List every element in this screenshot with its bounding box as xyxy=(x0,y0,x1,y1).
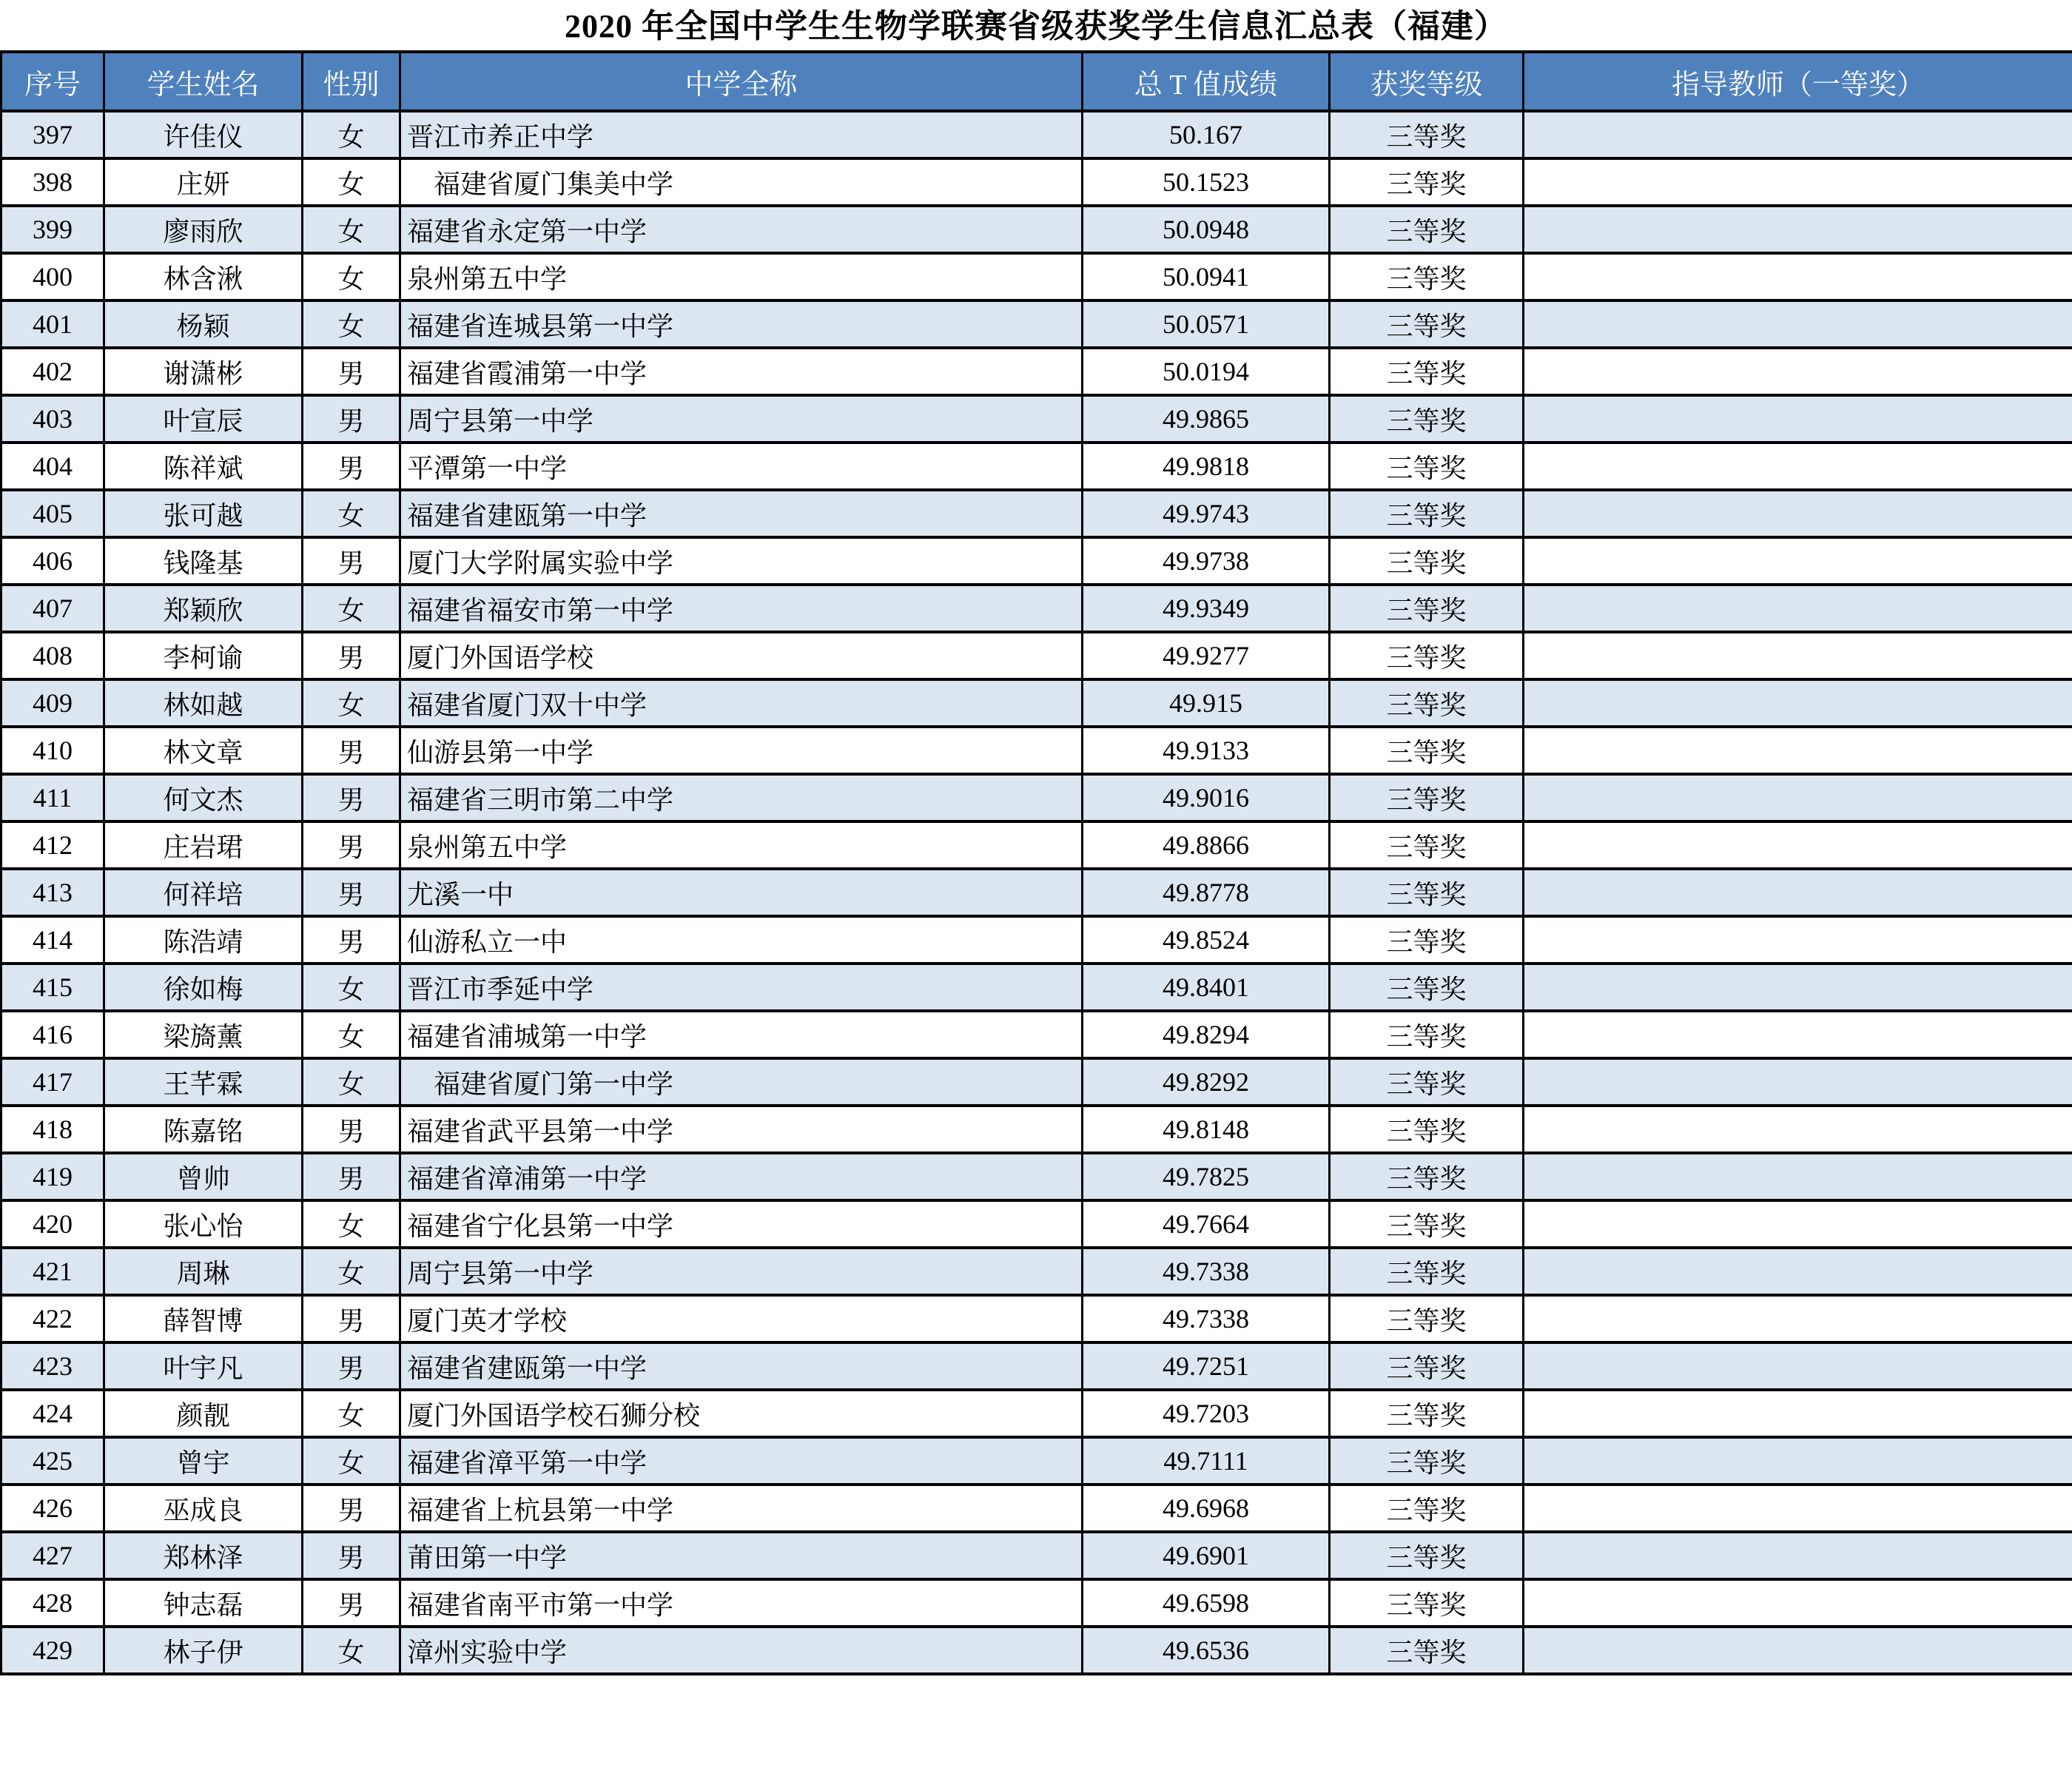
cell-award: 三等奖 xyxy=(1330,1200,1524,1248)
cell-gender: 男 xyxy=(303,1295,400,1342)
table-row xyxy=(1,1153,2072,1200)
page xyxy=(0,3,2072,1765)
cell-no: 417 xyxy=(1,1058,104,1106)
cell-student-name: 王芊霖 xyxy=(104,1058,303,1106)
cell-teacher xyxy=(1524,537,2072,585)
cell-student-name: 叶宣辰 xyxy=(104,395,303,443)
cell-no: 419 xyxy=(1,1153,104,1200)
cell-school: 福建省武平县第一中学 xyxy=(400,1106,1083,1153)
cell-school: 漳州实验中学 xyxy=(400,1627,1083,1674)
table-row xyxy=(1,1485,2072,1532)
cell-score: 49.9349 xyxy=(1083,585,1330,632)
cell-school: 晋江市季延中学 xyxy=(400,964,1083,1011)
cell-award: 三等奖 xyxy=(1330,1437,1524,1485)
cell-gender: 女 xyxy=(303,1011,400,1058)
cell-no: 413 xyxy=(1,869,104,916)
cell-gender: 女 xyxy=(303,1200,400,1248)
cell-school: 泉州第五中学 xyxy=(400,821,1083,869)
cell-teacher xyxy=(1524,585,2072,632)
cell-no: 403 xyxy=(1,395,104,443)
cell-teacher xyxy=(1524,253,2072,300)
table-row xyxy=(1,300,2072,348)
table-row xyxy=(1,1532,2072,1579)
cell-school: 福建省建瓯第一中学 xyxy=(400,490,1083,537)
cell-gender: 男 xyxy=(303,348,400,395)
cell-teacher xyxy=(1524,1390,2072,1437)
cell-award: 三等奖 xyxy=(1330,1106,1524,1153)
cell-award: 三等奖 xyxy=(1330,916,1524,964)
table-row xyxy=(1,395,2072,443)
cell-teacher xyxy=(1524,869,2072,916)
cell-gender: 女 xyxy=(303,1390,400,1437)
table-row xyxy=(1,727,2072,774)
cell-student-name: 林文章 xyxy=(104,727,303,774)
cell-teacher xyxy=(1524,821,2072,869)
cell-gender: 女 xyxy=(303,490,400,537)
cell-gender: 男 xyxy=(303,443,400,490)
cell-teacher xyxy=(1524,1106,2072,1153)
cell-student-name: 谢潇彬 xyxy=(104,348,303,395)
cell-student-name: 叶宇凡 xyxy=(104,1342,303,1390)
cell-no: 406 xyxy=(1,537,104,585)
table-row xyxy=(1,1390,2072,1437)
cell-teacher xyxy=(1524,727,2072,774)
cell-student-name: 何祥培 xyxy=(104,869,303,916)
column-header-teacher: 指导教师（一等奖） xyxy=(1524,52,2072,111)
cell-no: 425 xyxy=(1,1437,104,1485)
cell-gender: 男 xyxy=(303,1485,400,1532)
cell-score: 49.6598 xyxy=(1083,1579,1330,1627)
table-row xyxy=(1,206,2072,253)
cell-award: 三等奖 xyxy=(1330,206,1524,253)
cell-gender: 女 xyxy=(303,158,400,206)
cell-award: 三等奖 xyxy=(1330,1485,1524,1532)
cell-award: 三等奖 xyxy=(1330,111,1524,158)
cell-gender: 男 xyxy=(303,537,400,585)
cell-gender: 女 xyxy=(303,679,400,727)
cell-no: 422 xyxy=(1,1295,104,1342)
table-row xyxy=(1,821,2072,869)
cell-school: 福建省永定第一中学 xyxy=(400,206,1083,253)
cell-student-name: 庄妍 xyxy=(104,158,303,206)
table-row xyxy=(1,348,2072,395)
cell-school: 福建省宁化县第一中学 xyxy=(400,1200,1083,1248)
cell-student-name: 曾帅 xyxy=(104,1153,303,1200)
cell-award: 三等奖 xyxy=(1330,443,1524,490)
cell-score: 49.9865 xyxy=(1083,395,1330,443)
cell-teacher xyxy=(1524,1153,2072,1200)
column-header-gender: 性别 xyxy=(303,52,400,111)
cell-school: 福建省厦门第一中学 xyxy=(400,1058,1083,1106)
cell-gender: 男 xyxy=(303,1579,400,1627)
cell-school: 福建省上杭县第一中学 xyxy=(400,1485,1083,1532)
table-row xyxy=(1,964,2072,1011)
table-row xyxy=(1,585,2072,632)
cell-award: 三等奖 xyxy=(1330,869,1524,916)
cell-student-name: 庄岩珺 xyxy=(104,821,303,869)
table-row xyxy=(1,916,2072,964)
cell-no: 412 xyxy=(1,821,104,869)
cell-score: 49.9277 xyxy=(1083,632,1330,679)
table-row xyxy=(1,679,2072,727)
cell-teacher xyxy=(1524,300,2072,348)
cell-school: 福建省厦门集美中学 xyxy=(400,158,1083,206)
cell-student-name: 郑林泽 xyxy=(104,1532,303,1579)
table-row xyxy=(1,537,2072,585)
table-row xyxy=(1,490,2072,537)
cell-student-name: 何文杰 xyxy=(104,774,303,821)
cell-award: 三等奖 xyxy=(1330,300,1524,348)
cell-award: 三等奖 xyxy=(1330,1011,1524,1058)
cell-student-name: 林如越 xyxy=(104,679,303,727)
cell-gender: 男 xyxy=(303,774,400,821)
cell-score: 49.9133 xyxy=(1083,727,1330,774)
cell-teacher xyxy=(1524,1485,2072,1532)
cell-student-name: 郑颖欣 xyxy=(104,585,303,632)
cell-school: 福建省浦城第一中学 xyxy=(400,1011,1083,1058)
cell-score: 50.167 xyxy=(1083,111,1330,158)
cell-school: 福建省南平市第一中学 xyxy=(400,1579,1083,1627)
cell-score: 49.6968 xyxy=(1083,1485,1330,1532)
cell-school: 周宁县第一中学 xyxy=(400,395,1083,443)
table-row xyxy=(1,111,2072,158)
cell-score: 49.7251 xyxy=(1083,1342,1330,1390)
cell-student-name: 薛智博 xyxy=(104,1295,303,1342)
table-row xyxy=(1,1342,2072,1390)
cell-student-name: 曾宇 xyxy=(104,1437,303,1485)
cell-teacher xyxy=(1524,1200,2072,1248)
cell-award: 三等奖 xyxy=(1330,537,1524,585)
cell-score: 49.7825 xyxy=(1083,1153,1330,1200)
cell-score: 50.0948 xyxy=(1083,206,1330,253)
cell-teacher xyxy=(1524,1342,2072,1390)
cell-gender: 男 xyxy=(303,869,400,916)
cell-gender: 男 xyxy=(303,727,400,774)
cell-teacher xyxy=(1524,158,2072,206)
cell-student-name: 陈浩靖 xyxy=(104,916,303,964)
cell-award: 三等奖 xyxy=(1330,1579,1524,1627)
cell-school: 福建省福安市第一中学 xyxy=(400,585,1083,632)
table-row xyxy=(1,158,2072,206)
header-row xyxy=(1,52,2072,111)
cell-score: 49.8401 xyxy=(1083,964,1330,1011)
cell-no: 399 xyxy=(1,206,104,253)
cell-student-name: 廖雨欣 xyxy=(104,206,303,253)
cell-student-name: 钟志磊 xyxy=(104,1579,303,1627)
cell-school: 厦门大学附属实验中学 xyxy=(400,537,1083,585)
cell-teacher xyxy=(1524,111,2072,158)
cell-no: 416 xyxy=(1,1011,104,1058)
cell-score: 49.7111 xyxy=(1083,1437,1330,1485)
cell-teacher xyxy=(1524,1437,2072,1485)
cell-student-name: 徐如梅 xyxy=(104,964,303,1011)
cell-student-name: 林含湫 xyxy=(104,253,303,300)
cell-award: 三等奖 xyxy=(1330,821,1524,869)
cell-gender: 女 xyxy=(303,206,400,253)
cell-school: 厦门外国语学校 xyxy=(400,632,1083,679)
cell-school: 福建省漳平第一中学 xyxy=(400,1437,1083,1485)
cell-school: 平潭第一中学 xyxy=(400,443,1083,490)
table-row xyxy=(1,774,2072,821)
cell-student-name: 林子伊 xyxy=(104,1627,303,1674)
cell-no: 405 xyxy=(1,490,104,537)
cell-teacher xyxy=(1524,1579,2072,1627)
cell-gender: 女 xyxy=(303,111,400,158)
cell-no: 423 xyxy=(1,1342,104,1390)
cell-teacher xyxy=(1524,1627,2072,1674)
table-row xyxy=(1,443,2072,490)
table-row xyxy=(1,1627,2072,1674)
cell-school: 福建省厦门双十中学 xyxy=(400,679,1083,727)
cell-score: 49.7338 xyxy=(1083,1295,1330,1342)
cell-teacher xyxy=(1524,490,2072,537)
cell-gender: 女 xyxy=(303,300,400,348)
cell-no: 409 xyxy=(1,679,104,727)
table-row xyxy=(1,632,2072,679)
cell-school: 厦门外国语学校石狮分校 xyxy=(400,1390,1083,1437)
cell-gender: 女 xyxy=(303,1437,400,1485)
cell-no: 408 xyxy=(1,632,104,679)
cell-school: 莆田第一中学 xyxy=(400,1532,1083,1579)
cell-student-name: 张可越 xyxy=(104,490,303,537)
cell-no: 418 xyxy=(1,1106,104,1153)
cell-teacher xyxy=(1524,1532,2072,1579)
cell-no: 402 xyxy=(1,348,104,395)
cell-school: 福建省连城县第一中学 xyxy=(400,300,1083,348)
cell-no: 426 xyxy=(1,1485,104,1532)
cell-gender: 女 xyxy=(303,1627,400,1674)
cell-teacher xyxy=(1524,1011,2072,1058)
cell-gender: 男 xyxy=(303,1106,400,1153)
cell-student-name: 颜靓 xyxy=(104,1390,303,1437)
cell-score: 49.7664 xyxy=(1083,1200,1330,1248)
cell-teacher xyxy=(1524,916,2072,964)
cell-score: 49.8148 xyxy=(1083,1106,1330,1153)
cell-score: 49.9738 xyxy=(1083,537,1330,585)
cell-teacher xyxy=(1524,1058,2072,1106)
cell-gender: 女 xyxy=(303,585,400,632)
cell-award: 三等奖 xyxy=(1330,253,1524,300)
cell-student-name: 周琳 xyxy=(104,1248,303,1295)
table-row xyxy=(1,1248,2072,1295)
cell-award: 三等奖 xyxy=(1330,395,1524,443)
awards-table xyxy=(0,50,2072,1675)
cell-school: 厦门英才学校 xyxy=(400,1295,1083,1342)
cell-award: 三等奖 xyxy=(1330,585,1524,632)
cell-teacher xyxy=(1524,443,2072,490)
cell-award: 三等奖 xyxy=(1330,158,1524,206)
table-row xyxy=(1,1295,2072,1342)
cell-no: 420 xyxy=(1,1200,104,1248)
cell-award: 三等奖 xyxy=(1330,1153,1524,1200)
cell-teacher xyxy=(1524,774,2072,821)
cell-no: 424 xyxy=(1,1390,104,1437)
cell-award: 三等奖 xyxy=(1330,1058,1524,1106)
cell-school: 仙游私立一中 xyxy=(400,916,1083,964)
cell-score: 49.8778 xyxy=(1083,869,1330,916)
cell-school: 福建省建瓯第一中学 xyxy=(400,1342,1083,1390)
cell-gender: 男 xyxy=(303,395,400,443)
cell-no: 411 xyxy=(1,774,104,821)
cell-no: 407 xyxy=(1,585,104,632)
cell-teacher xyxy=(1524,348,2072,395)
cell-score: 49.915 xyxy=(1083,679,1330,727)
cell-award: 三等奖 xyxy=(1330,727,1524,774)
cell-award: 三等奖 xyxy=(1330,1532,1524,1579)
column-header-score: 总 T 值成绩 xyxy=(1083,52,1330,111)
cell-student-name: 陈嘉铭 xyxy=(104,1106,303,1153)
cell-student-name: 杨颖 xyxy=(104,300,303,348)
cell-no: 428 xyxy=(1,1579,104,1627)
column-header-school: 中学全称 xyxy=(400,52,1083,111)
cell-school: 泉州第五中学 xyxy=(400,253,1083,300)
cell-award: 三等奖 xyxy=(1330,679,1524,727)
cell-student-name: 巫成良 xyxy=(104,1485,303,1532)
cell-gender: 女 xyxy=(303,1058,400,1106)
cell-gender: 男 xyxy=(303,1532,400,1579)
table-row xyxy=(1,1200,2072,1248)
cell-school: 福建省三明市第二中学 xyxy=(400,774,1083,821)
table-row xyxy=(1,1058,2072,1106)
cell-award: 三等奖 xyxy=(1330,1390,1524,1437)
cell-no: 404 xyxy=(1,443,104,490)
cell-award: 三等奖 xyxy=(1330,1295,1524,1342)
cell-gender: 女 xyxy=(303,964,400,1011)
cell-school: 尤溪一中 xyxy=(400,869,1083,916)
cell-score: 49.6901 xyxy=(1083,1532,1330,1579)
cell-score: 49.8866 xyxy=(1083,821,1330,869)
cell-no: 421 xyxy=(1,1248,104,1295)
cell-teacher xyxy=(1524,679,2072,727)
cell-school: 晋江市养正中学 xyxy=(400,111,1083,158)
column-header-award: 获奖等级 xyxy=(1330,52,1524,111)
cell-no: 400 xyxy=(1,253,104,300)
cell-award: 三等奖 xyxy=(1330,632,1524,679)
cell-gender: 男 xyxy=(303,821,400,869)
cell-school: 周宁县第一中学 xyxy=(400,1248,1083,1295)
table-row xyxy=(1,1579,2072,1627)
cell-award: 三等奖 xyxy=(1330,1627,1524,1674)
cell-no: 410 xyxy=(1,727,104,774)
cell-no: 427 xyxy=(1,1532,104,1579)
cell-award: 三等奖 xyxy=(1330,1248,1524,1295)
cell-score: 49.7338 xyxy=(1083,1248,1330,1295)
cell-gender: 男 xyxy=(303,1342,400,1390)
cell-teacher xyxy=(1524,1248,2072,1295)
cell-award: 三等奖 xyxy=(1330,964,1524,1011)
cell-no: 398 xyxy=(1,158,104,206)
table-row xyxy=(1,253,2072,300)
cell-student-name: 梁旖薰 xyxy=(104,1011,303,1058)
cell-no: 397 xyxy=(1,111,104,158)
cell-student-name: 陈祥斌 xyxy=(104,443,303,490)
cell-school: 福建省霞浦第一中学 xyxy=(400,348,1083,395)
cell-score: 49.8294 xyxy=(1083,1011,1330,1058)
column-header-student-name: 学生姓名 xyxy=(104,52,303,111)
table-row xyxy=(1,869,2072,916)
cell-student-name: 李柯谕 xyxy=(104,632,303,679)
cell-gender: 女 xyxy=(303,1248,400,1295)
cell-score: 50.0941 xyxy=(1083,253,1330,300)
cell-gender: 女 xyxy=(303,253,400,300)
cell-student-name: 张心怡 xyxy=(104,1200,303,1248)
cell-student-name: 许佳仪 xyxy=(104,111,303,158)
cell-school: 仙游县第一中学 xyxy=(400,727,1083,774)
cell-no: 429 xyxy=(1,1627,104,1674)
cell-score: 49.7203 xyxy=(1083,1390,1330,1437)
table-row xyxy=(1,1106,2072,1153)
cell-score: 49.9743 xyxy=(1083,490,1330,537)
cell-teacher xyxy=(1524,395,2072,443)
table-row xyxy=(1,1011,2072,1058)
cell-student-name: 钱隆基 xyxy=(104,537,303,585)
cell-teacher xyxy=(1524,206,2072,253)
cell-no: 415 xyxy=(1,964,104,1011)
cell-score: 49.9016 xyxy=(1083,774,1330,821)
cell-award: 三等奖 xyxy=(1330,774,1524,821)
cell-award: 三等奖 xyxy=(1330,348,1524,395)
cell-school: 福建省漳浦第一中学 xyxy=(400,1153,1083,1200)
cell-score: 50.1523 xyxy=(1083,158,1330,206)
cell-no: 414 xyxy=(1,916,104,964)
page-title: 2020 年全国中学生生物学联赛省级获奖学生信息汇总表（福建） xyxy=(0,3,2072,50)
cell-award: 三等奖 xyxy=(1330,490,1524,537)
cell-score: 49.9818 xyxy=(1083,443,1330,490)
cell-score: 49.8524 xyxy=(1083,916,1330,964)
cell-gender: 男 xyxy=(303,632,400,679)
cell-teacher xyxy=(1524,1295,2072,1342)
cell-gender: 男 xyxy=(303,1153,400,1200)
cell-score: 50.0571 xyxy=(1083,300,1330,348)
table-row xyxy=(1,1437,2072,1485)
cell-teacher xyxy=(1524,964,2072,1011)
cell-score: 49.8292 xyxy=(1083,1058,1330,1106)
cell-gender: 男 xyxy=(303,916,400,964)
cell-no: 401 xyxy=(1,300,104,348)
cell-teacher xyxy=(1524,632,2072,679)
cell-award: 三等奖 xyxy=(1330,1342,1524,1390)
cell-score: 49.6536 xyxy=(1083,1627,1330,1674)
cell-score: 50.0194 xyxy=(1083,348,1330,395)
column-header-no: 序号 xyxy=(1,52,104,111)
